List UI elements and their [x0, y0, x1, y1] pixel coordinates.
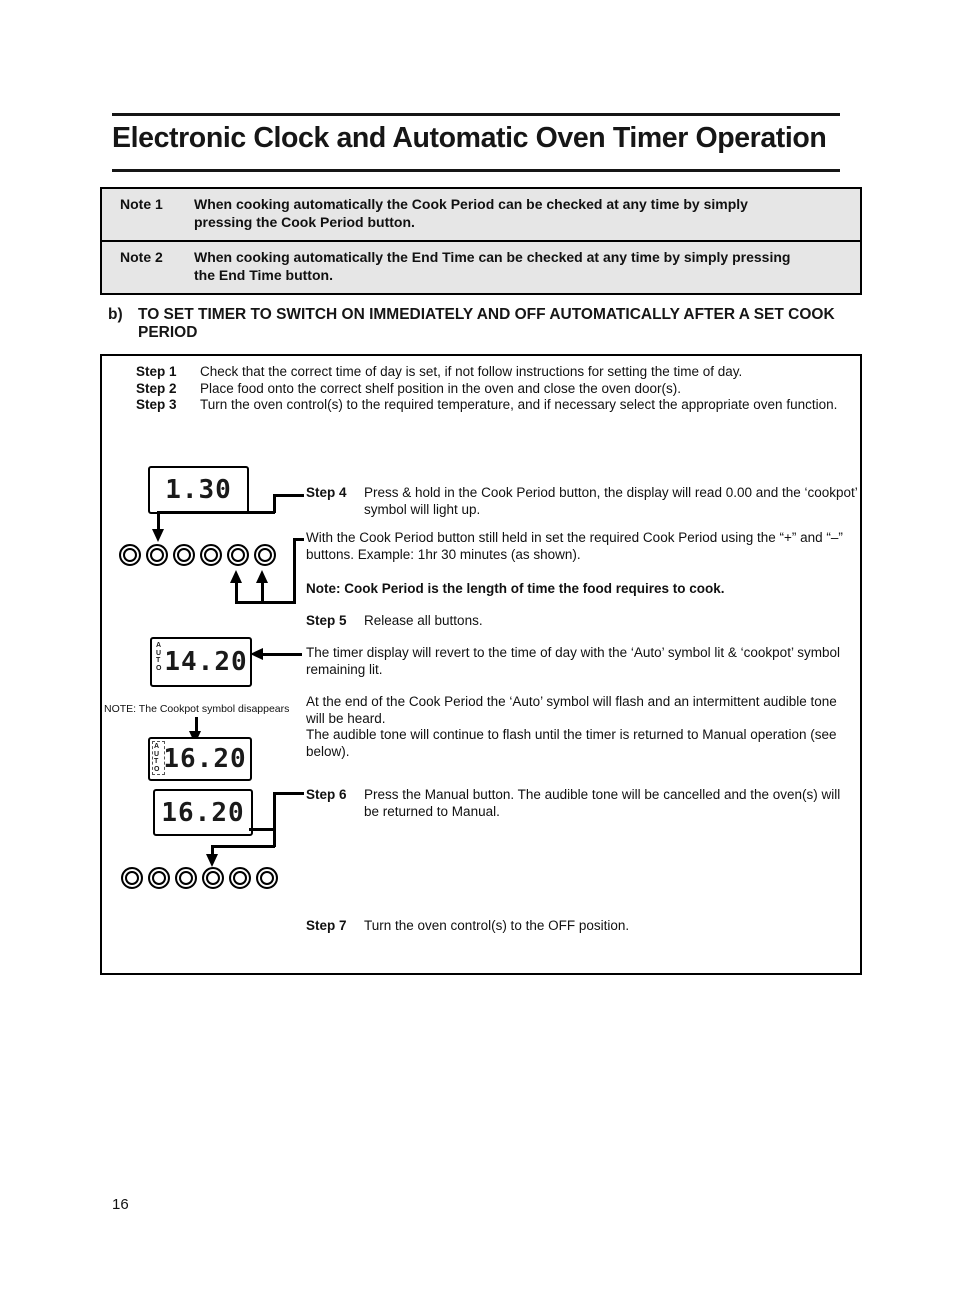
timer-buttons-row-2 [121, 867, 278, 889]
note-2-text: When cooking automatically the End Time can be checked at any time by simply pressing the End Time button. [194, 249, 791, 283]
page-number: 16 [112, 1196, 129, 1213]
title-rule-bottom [112, 169, 840, 172]
timer-button-icon [256, 867, 278, 889]
step-6-text: Press the Manual button. The audible tone will be cancelled and the oven(s) will be returned to Manual. [364, 787, 841, 819]
cook-period-note: Note: Cook Period is the length of time the food requires to cook. [306, 581, 725, 596]
timer-display-1-digits: 1.30 [165, 475, 232, 505]
connector-line [249, 828, 275, 831]
timer-button-icon [121, 867, 143, 889]
title-rule-top [112, 113, 840, 116]
step-3-row [136, 397, 855, 414]
timer-display-4 [153, 789, 253, 836]
timer-button-icon [119, 544, 141, 566]
section-heading [108, 306, 868, 342]
step-1-row [136, 364, 855, 381]
timer-display-2-digits: 14.20 [164, 647, 248, 677]
step-3-text: Turn the oven control(s) to the required temperature, and if necessary select the appropriate oven function. [200, 397, 838, 412]
step-4-row [306, 485, 869, 518]
end-of-cook-block [306, 694, 851, 760]
timer-button-icon [173, 544, 195, 566]
step-1-text: Check that the correct time of day is set, if not follow instructions for setting the time of day. [200, 364, 743, 379]
step-6-label: Step 6 [306, 787, 347, 802]
step-3-label: Step 3 [136, 397, 177, 412]
note-1-row [102, 189, 860, 240]
steps-1-3-block [136, 364, 855, 414]
note-1-label: Note 1 [120, 196, 163, 212]
step-2-label: Step 2 [136, 380, 177, 396]
step-7-row [306, 918, 784, 935]
with-cook-period-text: With the Cook Period button still held in set the required Cook Period using the “+” and “–” buttons. Example: 1hr 30 minutes (as shown). [306, 530, 843, 562]
arrow-down-icon [152, 529, 164, 542]
step-2-text: Place food onto the correct shelf position in the oven and close the oven door(s). [200, 380, 682, 396]
notes-table [100, 187, 862, 295]
section-letter: b) [108, 306, 123, 323]
step-7-text: Turn the oven control(s) to the OFF position. [364, 918, 630, 933]
step-1-label: Step 1 [136, 364, 177, 379]
connector-line [261, 581, 264, 603]
connector-line [212, 845, 275, 848]
timer-button-icon [254, 544, 276, 566]
timer-display-1 [148, 466, 249, 514]
timer-button-icon [202, 867, 224, 889]
timer-buttons-row-1 [119, 544, 276, 566]
timer-button-icon [148, 867, 170, 889]
connector-line [293, 538, 304, 541]
connector-line [273, 494, 276, 513]
end-of-cook-text: At the end of the Cook Period the ‘Auto’ symbol will flash and an intermittent audible tone will be heard. [306, 694, 837, 726]
step-4-text: Press & hold in the Cook Period button, the display will read 0.00 and the ‘cookpot’ symbol will light up. [364, 485, 858, 517]
connector-line [235, 581, 238, 603]
connector-line [235, 601, 296, 604]
note-1-text: When cooking automatically the Cook Period can be checked at any time by simply pressing the Cook Period button. [194, 196, 748, 230]
timer-button-icon [146, 544, 168, 566]
auto-indicator-flashing: AUTO [152, 741, 165, 775]
step-6-row [306, 787, 854, 820]
timer-button-icon [200, 544, 222, 566]
page-title: Electronic Clock and Automatic Oven Timer Operation [112, 122, 827, 154]
timer-display-4-digits: 16.20 [161, 797, 245, 828]
connector-line [273, 494, 304, 497]
step-5-text: Release all buttons. [364, 613, 483, 628]
timer-button-icon [229, 867, 251, 889]
timer-display-3 [148, 737, 252, 781]
step-5-label: Step 5 [306, 613, 347, 628]
timer-button-icon [175, 867, 197, 889]
note-2-row [102, 240, 860, 293]
connector-line [261, 653, 302, 656]
step-5-row [306, 613, 764, 630]
section-heading-text: TO SET TIMER TO SWITCH ON IMMEDIATELY AND OFF AUTOMATICALLY AFTER A SET COOK PERIOD [138, 306, 835, 341]
timer-display-3-digits: 16.20 [163, 744, 247, 774]
step-4-label: Step 4 [306, 485, 347, 500]
step-7-label: Step 7 [306, 918, 347, 933]
connector-line [157, 511, 160, 531]
timer-revert-text: The timer display will revert to the time of day with the ‘Auto’ symbol lit & ‘cookpot’ symbol remaining lit. [306, 645, 840, 677]
timer-button-icon [227, 544, 249, 566]
arrow-down-icon [206, 854, 218, 867]
audible-tone-text: The audible tone will continue to flash until the timer is returned to Manual operation (see below). [306, 727, 837, 759]
connector-line [273, 792, 304, 795]
note-2-label: Note 2 [120, 249, 163, 265]
cookpot-disappears-note: NOTE: The Cookpot symbol disappears [104, 703, 290, 715]
auto-indicator: AUTO [156, 642, 162, 672]
timer-display-2 [150, 637, 252, 687]
step-2-row [136, 381, 855, 398]
connector-line [293, 538, 296, 603]
connector-line [273, 792, 276, 847]
connector-line [158, 511, 275, 514]
